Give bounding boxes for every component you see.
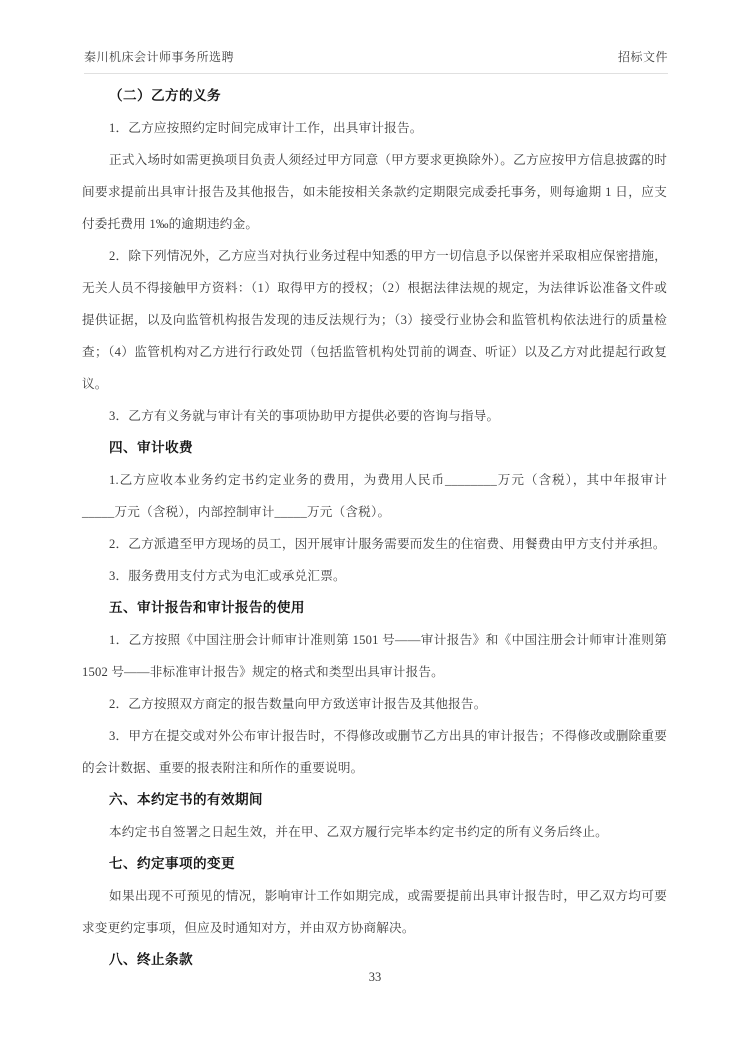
paragraph: 2．除下列情况外，乙方应当对执行业务过程中知悉的甲方一切信息予以保密并采取相应保密措施，无关人员不得接触甲方资料：（1）取得甲方的授权；（2）根据法律法规的规定，为法律诉讼准备文件或提供证据，以及向监管机构报告发现的违反法规行为；（3）接受行业协会和监管机构依法进行的质量检查；（4）监管机构对乙方进行行政处罚（包括监管机构处罚前的调查、听证）以及乙方对此提起行政复议。 — [82, 249, 667, 391]
paragraph: 本约定书自签署之日起生效，并在甲、乙双方履行完毕本约定书约定的所有义务后终止。 — [109, 825, 608, 839]
paragraph: 1．乙方按照《中国注册会计师审计准则第 1501 号——审计报告》和《中国注册会计师审计准则第 1502 号——非标准审计报告》规定的格式和类型出具审计报告。 — [82, 633, 667, 679]
paragraph: 3．甲方在提交或对外公布审计报告时，不得修改或删节乙方出具的审计报告；不得修改或删除重要的会计数据、重要的报表附注和所作的重要说明。 — [82, 729, 667, 775]
paragraph: 3．乙方有义务就与审计有关的事项协助甲方提供必要的咨询与指导。 — [109, 409, 500, 423]
section-heading: 四、审计收费 — [109, 440, 193, 455]
paragraph: 如果出现不可预见的情况，影响审计工作如期完成，或需要提前出具审计报告时，甲乙双方均可要求变更约定事项，但应及时通知对方，并由双方协商解决。 — [82, 889, 667, 935]
section-heading: （二）乙方的义务 — [109, 88, 221, 103]
section-heading: 六、本约定书的有效期间 — [109, 792, 263, 807]
paragraph: 3．服务费用支付方式为电汇或承兑汇票。 — [109, 569, 346, 583]
section-heading: 五、审计报告和审计报告的使用 — [109, 600, 305, 615]
section-heading: 七、约定事项的变更 — [109, 856, 235, 871]
page-header — [84, 48, 668, 74]
paragraph: 正式入场时如需更换项目负责人须经过甲方同意（甲方要求更换除外）。乙方应按甲方信息披露的时间要求提前出具审计报告及其他报告，如未能按相关条款约定期限完成委托事务，则每逾期 1 日，应支付委托费用 1‰的逾期违约金。 — [82, 153, 667, 231]
paragraph: 1.乙方应收本业务约定书约定业务的费用，为费用人民币________万元（含税），其中年报审计_____万元（含税），内部控制审计_____万元（含税）。 — [82, 473, 667, 519]
section-heading: 八、终止条款 — [109, 952, 193, 967]
header-doc-type: 招标文件 — [617, 50, 668, 64]
document-body — [82, 80, 667, 976]
page-footer — [0, 970, 750, 985]
paragraph: 2．乙方按照双方商定的报告数量向甲方致送审计报告及其他报告。 — [109, 697, 487, 711]
paragraph: 2．乙方派遣至甲方现场的员工，因开展审计服务需要而发生的住宿费、用餐费由甲方支付并承担。 — [109, 537, 666, 551]
header-doc-title: 秦川机床会计师事务所选聘 — [84, 50, 235, 64]
page-number: 33 — [368, 970, 382, 984]
paragraph: 1．乙方应按照约定时间完成审计工作，出具审计报告。 — [109, 121, 423, 135]
